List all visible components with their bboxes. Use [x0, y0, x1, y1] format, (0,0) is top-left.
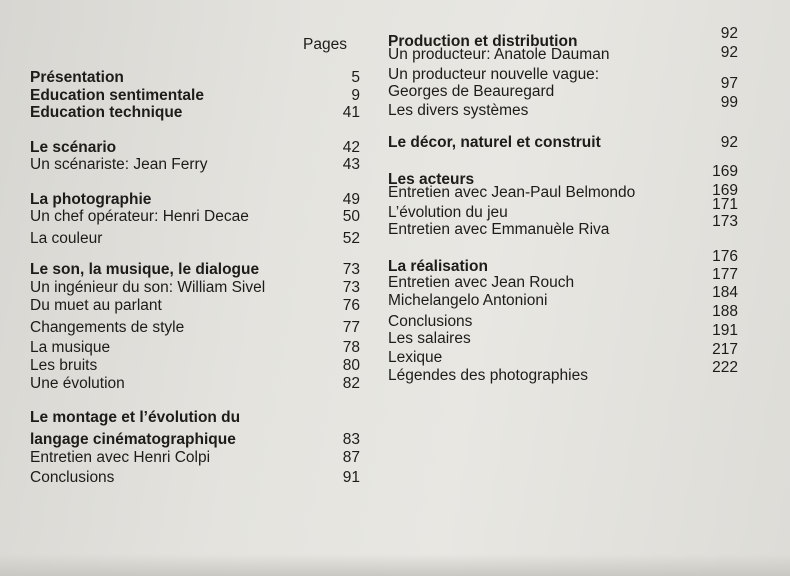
page-number: 77: [342, 319, 360, 336]
page-number: 41: [342, 104, 360, 121]
entry-title: Légendes des photographies: [388, 367, 588, 384]
section-title: Education technique: [30, 104, 183, 121]
toc-entry: [388, 75, 738, 102]
entry-title: Un chef opérateur: Henri Decae: [30, 208, 249, 225]
toc-entry: [30, 229, 360, 249]
page-number: 73: [342, 279, 360, 296]
page-number: 82: [342, 375, 360, 392]
toc-entry: [30, 408, 360, 428]
page-number: 9: [351, 87, 360, 104]
entry-title: Entretien avec Emmanuèle Riva: [388, 221, 610, 238]
toc-entry: [30, 155, 360, 175]
toc-entry: [388, 45, 738, 65]
page-number: 99: [720, 94, 738, 111]
section-title: Présentation: [30, 69, 124, 86]
page-number: 191: [712, 322, 738, 339]
page-number: 78: [342, 339, 360, 356]
page-number: 222: [712, 359, 738, 376]
page-number: 76: [342, 297, 360, 314]
section-title: langage cinématographique: [30, 431, 236, 448]
toc-entry: [30, 207, 360, 227]
section-title: Le montage et l’évolution du: [30, 409, 241, 426]
page-number: 43: [342, 156, 360, 173]
page-number: 177: [712, 266, 738, 283]
section-title: La photographie: [30, 191, 152, 208]
entry-title: L’évolution du jeu: [388, 204, 508, 221]
entry-title: Changements de style: [30, 319, 185, 336]
toc-entry: [30, 260, 360, 280]
toc-entry: [30, 468, 360, 488]
entry-title: Conclusions: [30, 469, 115, 486]
entry-title: Une évolution: [30, 375, 125, 392]
entry-title: Un producteur: Anatole Dauman: [388, 46, 610, 63]
entry-title: Du muet au parlant: [30, 297, 162, 314]
page-number: 171: [712, 196, 738, 213]
page-edge-shadow: [0, 554, 790, 576]
entry-title: Michelangelo Antonioni: [388, 292, 548, 309]
page-number: 92: [720, 25, 738, 42]
page-number: 49: [342, 191, 360, 208]
toc-entry: [388, 133, 738, 153]
entry-title: Entretien avec Jean-Paul Belmondo: [388, 184, 636, 201]
entry-title: Un ingénieur du son: William Sivel: [30, 279, 266, 296]
page-number: 42: [342, 139, 360, 156]
page-number: 97: [720, 75, 738, 92]
toc-entry: [30, 68, 360, 88]
page-number: 184: [712, 284, 738, 301]
entry-title: Les divers systèmes: [388, 102, 529, 119]
entry-title: La couleur: [30, 230, 103, 247]
entry-title: Entretien avec Henri Colpi: [30, 449, 211, 466]
page-number: 173: [712, 213, 738, 230]
toc-entry: [388, 284, 738, 311]
toc-entry: [30, 318, 360, 338]
toc-entry: [30, 374, 360, 394]
entry-title: Entretien avec Jean Rouch: [388, 274, 575, 291]
section-title: Production et distribution: [388, 33, 578, 50]
toc-entry: [30, 356, 360, 376]
toc-entry: [30, 430, 360, 450]
section-title: Le décor, naturel et construit: [388, 134, 601, 151]
section-title: Le scénario: [30, 139, 117, 156]
page-number: 52: [342, 230, 360, 247]
toc-entry: [388, 183, 738, 203]
page-number: 169: [712, 182, 738, 199]
entry-title: Georges de Beauregard: [388, 83, 555, 100]
toc-entry: [388, 322, 738, 349]
toc-entry: [388, 94, 738, 121]
entry-title: Un scénariste: Jean Ferry: [30, 156, 208, 173]
toc-entry: [30, 296, 360, 316]
toc-entry: [30, 448, 360, 468]
page-number: 5: [351, 69, 360, 86]
section-title: Education sentimentale: [30, 87, 204, 104]
page-number: 73: [342, 261, 360, 278]
page-number: 92: [720, 134, 738, 151]
section-title: Le son, la musique, le dialogue: [30, 261, 260, 278]
page-number: 87: [342, 449, 360, 466]
section-title: La réalisation: [388, 258, 488, 275]
toc-entry: [388, 341, 738, 368]
page-number: 83: [342, 431, 360, 448]
entry-title: Un producteur nouvelle vague:: [388, 66, 600, 83]
toc-entry: [30, 338, 360, 358]
page-number: 92: [720, 44, 738, 61]
toc-entry: [30, 278, 360, 298]
section-title: Les acteurs: [388, 171, 475, 188]
entry-title: Lexique: [388, 349, 443, 366]
toc-entry: [388, 359, 738, 386]
toc-entry: [388, 213, 738, 240]
entry-title: Les bruits: [30, 357, 98, 374]
toc-entry: [30, 103, 360, 123]
page-number: 80: [342, 357, 360, 374]
entry-title: Les salaires: [388, 330, 471, 347]
page-number: 176: [712, 248, 738, 265]
entry-title: Conclusions: [388, 313, 473, 330]
page-number: 50: [342, 208, 360, 225]
page-number: 217: [712, 341, 738, 358]
page-number: 91: [342, 469, 360, 486]
page-number: 188: [712, 303, 738, 320]
entry-title: La musique: [30, 339, 111, 356]
pages-column-header: Pages: [303, 36, 347, 53]
page-number: 169: [712, 163, 738, 180]
